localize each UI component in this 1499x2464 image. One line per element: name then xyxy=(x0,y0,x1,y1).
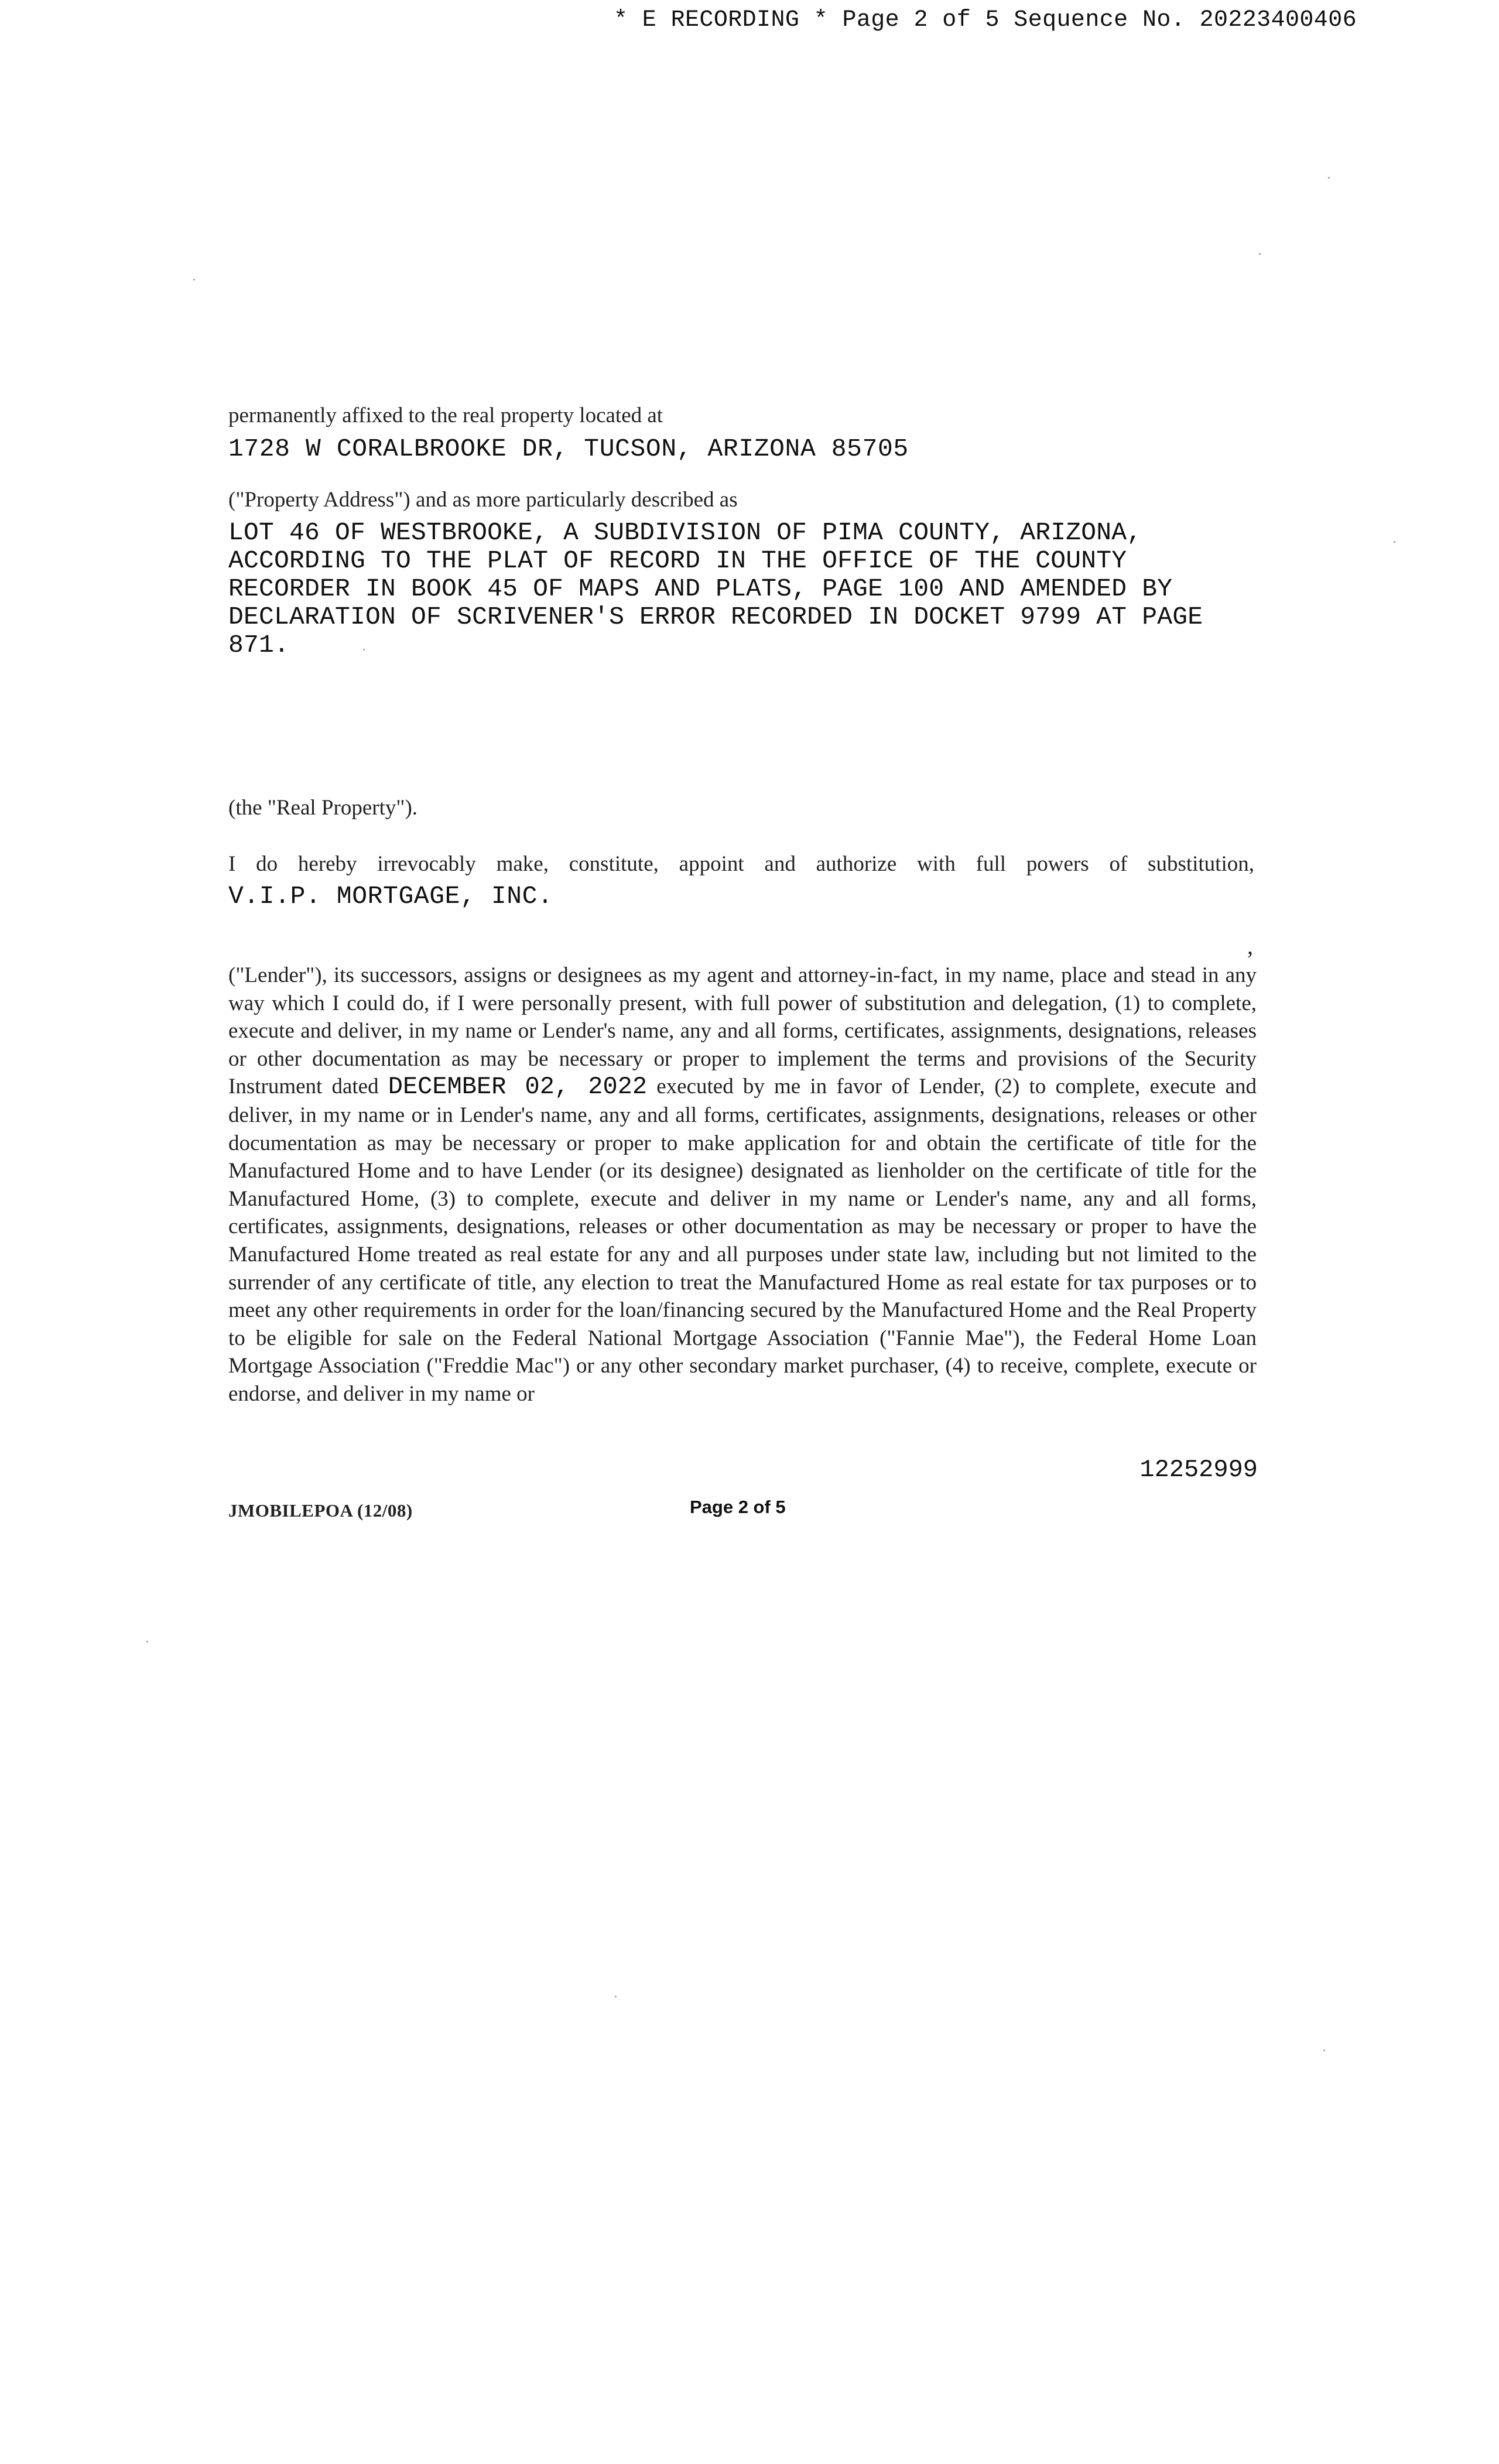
property-address-label: ("Property Address") and as more particularly described as xyxy=(228,488,738,512)
recording-header: * E RECORDING * Page 2 of 5 Sequence No. 20223400406 xyxy=(614,7,1357,33)
paragraph-text-part-1: ("Lender"), its successors, assigns or designees as my agent and attorney-in-fact, in my name, place and stead in any way which I could do, if I were personally present, with full power of substitution and delegation, (1) to complete, execute and deliver, in my name or Lender's name, any and all forms, certificates, assignments, designations, releases or other documentation as may be necessary or proper to implement the terms and provisions of the Security Instrument dated xyxy=(228,963,1257,1099)
power-of-attorney-paragraph xyxy=(228,961,1257,1408)
scan-speck xyxy=(615,1996,617,1997)
scan-speck xyxy=(1394,541,1395,543)
scan-speck xyxy=(1328,177,1330,179)
paragraph-text-part-2: executed by me in favor of Lender, (2) to complete, execute and deliver, in my name or in Lender's name, any and all forms, certificates, assignments, designations, releases or other documentation as may be necessary or proper to make application for and obtain the certificate of title for the Manufactured Home and to have Lender (or its designee) designated as lienholder on the certificate of title for the Manufactured Home, (3) to complete, execute and deliver in my name or Lender's name, any and all forms, certificates, assignments, designations, releases or other documentation as may be necessary or proper to have the Manufactured Home treated as real estate for any and all purposes under state law, including but not limited to the surrender of any certificate of title, any election to treat the Manufactured Home as real estate for tax purposes or to meet any other requirements in order for the loan/financing secured by the Manufactured Home and the Real Property to be eligible for sale on the Federal National Mortgage Association ("Fannie Mae"), the Federal Home Loan Mortgage Association ("Freddie Mac") or any other secondary market purchaser, (4) to receive, complete, execute or endorse, and deliver in my name or xyxy=(228,1074,1257,1406)
lender-name: V.I.P. MORTGAGE, INC. xyxy=(228,882,553,911)
comma-mark: , xyxy=(1247,933,1253,959)
loan-number: 12252999 xyxy=(1139,1456,1258,1484)
property-address: 1728 W CORALBROOKE DR, TUCSON, ARIZONA 85705 xyxy=(228,434,909,463)
scan-speck xyxy=(146,1641,148,1642)
form-id: JMOBILEPOA (12/08) xyxy=(228,1500,413,1521)
scan-speck xyxy=(193,279,195,280)
real-property-label: (the "Real Property"). xyxy=(228,796,418,820)
scan-speck xyxy=(1323,2049,1325,2051)
scan-speck xyxy=(1259,253,1261,255)
page-number: Page 2 of 5 xyxy=(690,1497,786,1517)
scan-speck xyxy=(363,649,365,651)
property-intro-label: permanently affixed to the real property located at xyxy=(228,403,663,427)
appointment-statement: I do hereby irrevocably make, constitute, appoint and authorize with full powers of substitution, xyxy=(228,852,1254,876)
instrument-date: DECEMBER 02, 2022 xyxy=(388,1073,648,1101)
legal-description: LOT 46 OF WESTBROOKE, A SUBDIVISION OF PIMA COUNTY, ARIZONA, ACCORDING TO THE PLAT OF RECORD IN THE OFFICE OF THE COUNTY RECORDER IN BOOK 45 OF MAPS AND PLATS, PAGE 100 AND AMENDED BY DECLARATION OF SCRIVENER'S ERROR RECORDED IN DOCKET 9799 AT PAGE 871. xyxy=(228,518,1203,659)
